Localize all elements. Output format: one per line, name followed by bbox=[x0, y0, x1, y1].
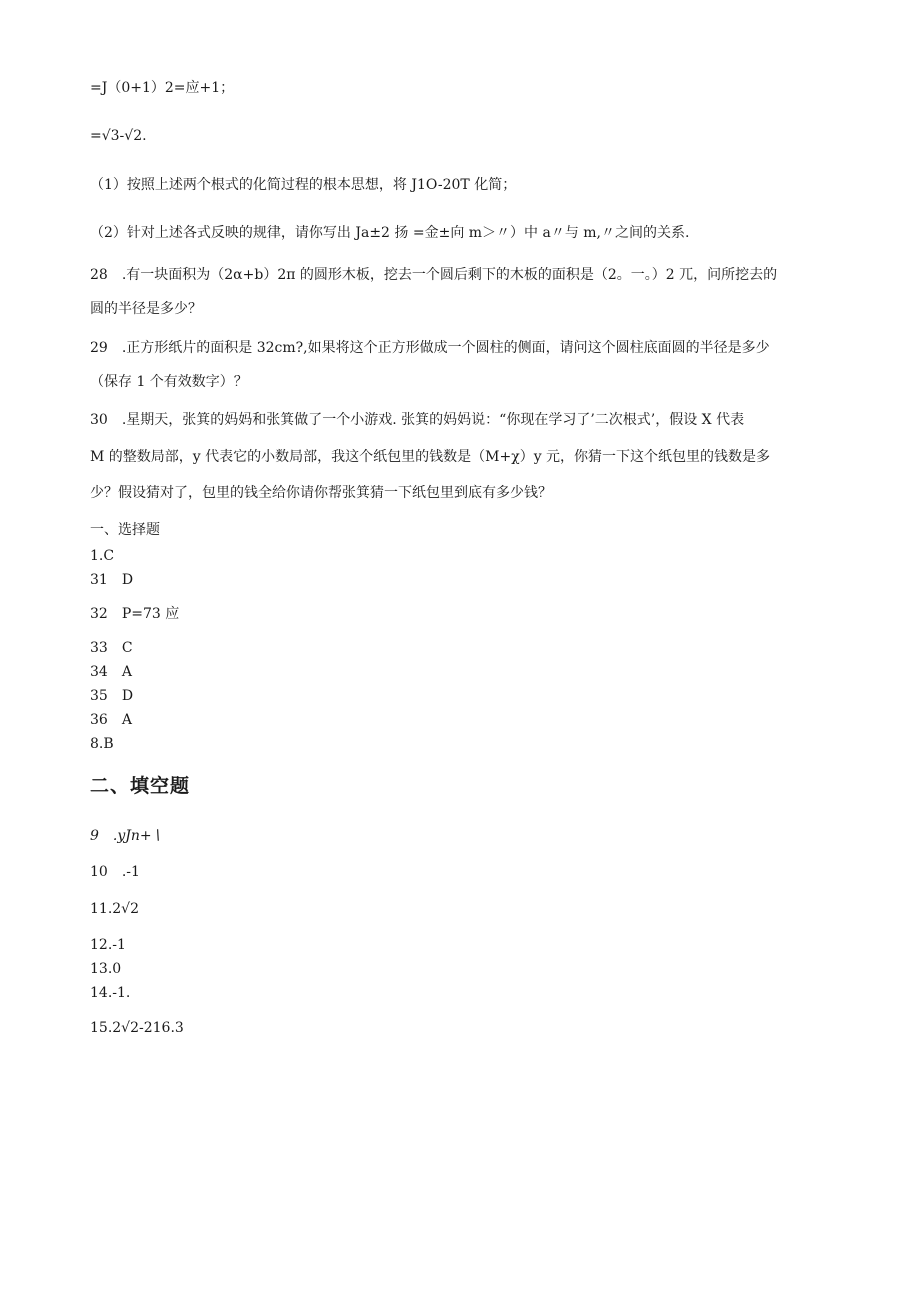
section-heading-fill: 二、填空题 bbox=[90, 775, 191, 797]
answer-8: 8.B bbox=[90, 736, 114, 752]
answer-33: 33 C bbox=[90, 640, 133, 656]
answer-12: 12.-1 bbox=[90, 937, 126, 953]
question-part-2: （2）针对上述各式反映的规律，请你写出 Ja±2 扬 =金±向 m＞〃）中 a〃与 m,〃之间的关系. bbox=[90, 225, 690, 241]
question-28-line-1: 28 .有一块面积为（2α+b）2π 的圆形木板，挖去一个圆后剩下的木板的面积是（2。一。）2 兀，问所挖去的 bbox=[90, 267, 778, 283]
answer-15: 15.2√2-216.3 bbox=[90, 1020, 184, 1036]
question-30-line-3: 少？假设猜对了，包里的钱全给你请你帮张箕猜一下纸包里到底有多少钱？ bbox=[90, 485, 552, 501]
question-28-line-2: 圆的半径是多少？ bbox=[90, 301, 202, 317]
question-29-line-2: （保存 1 个有效数字）？ bbox=[90, 374, 248, 390]
question-30-line-1: 30 .星期天，张箕的妈妈和张箕做了一个小游戏. 张箕的妈妈说：“你现在学习了’二次根式’，假设 X 代表 bbox=[90, 412, 745, 428]
formula-line-1: =J（0+1）2=应+1； bbox=[90, 80, 235, 96]
question-part-1: （1）按照上述两个根式的化简过程的根本思想，将 J1O-20T 化简； bbox=[90, 177, 517, 193]
answer-14: 14.-1. bbox=[90, 985, 131, 1001]
question-29-line-1: 29 .正方形纸片的面积是 32cm?,如果将这个正方形做成一个圆柱的侧面，请问这个圆柱底面圆的半径是多少 bbox=[90, 340, 770, 356]
answer-35: 35 D bbox=[90, 688, 134, 704]
answer-32: 32 P=73 应 bbox=[90, 606, 180, 622]
answer-10: 10 .-1 bbox=[90, 864, 140, 880]
answer-13: 13.0 bbox=[90, 961, 122, 977]
answer-11: 11.2√2 bbox=[90, 901, 139, 917]
question-30-line-2: M 的整数局部，y 代表它的小数局部，我这个纸包里的钱数是（M+χ）y 元，你猜一下这个纸包里的钱数是多 bbox=[90, 449, 771, 465]
formula-line-2: =√3-√2. bbox=[90, 128, 147, 144]
answer-36: 36 A bbox=[90, 712, 132, 728]
answer-34: 34 A bbox=[90, 664, 132, 680]
answer-9: 9 .yJn+∖ bbox=[90, 828, 161, 844]
answer-31: 31 D bbox=[90, 572, 134, 588]
answer-1: 1.C bbox=[90, 548, 115, 564]
section-heading-choice: 一、选择题 bbox=[90, 522, 160, 538]
